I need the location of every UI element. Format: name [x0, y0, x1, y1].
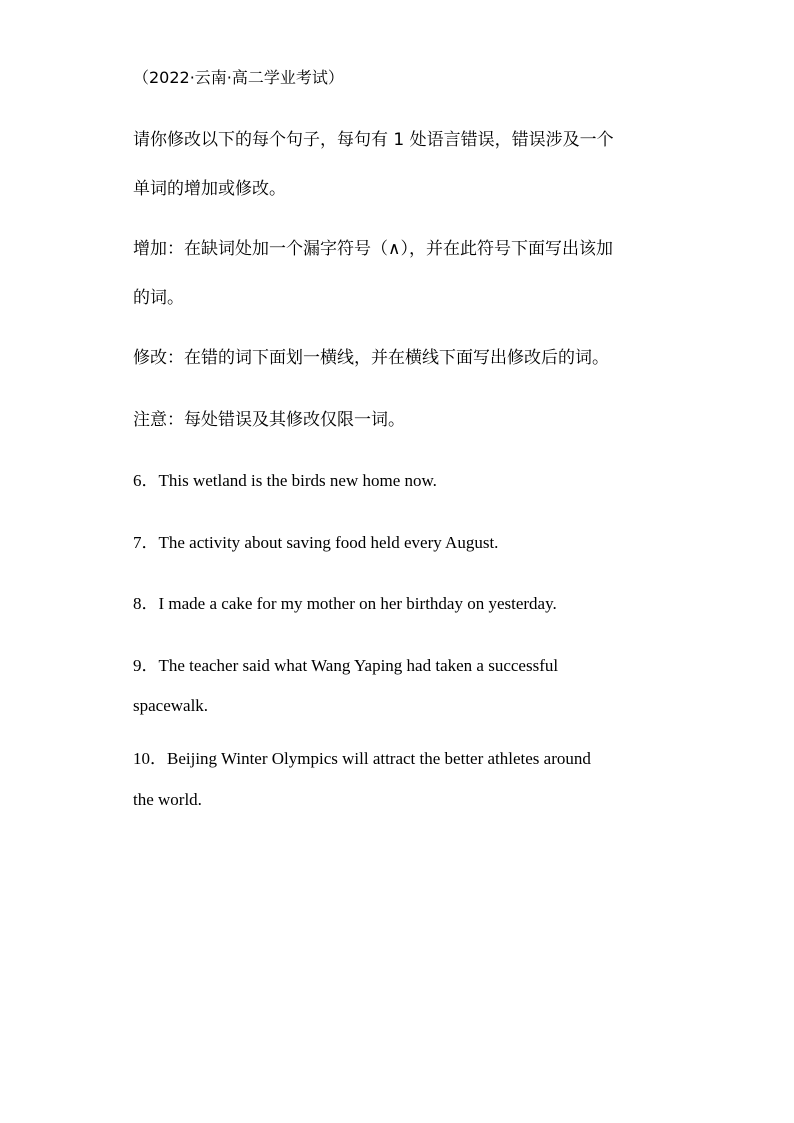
instruction-note: 注意：每处错误及其修改仅限一词。 [133, 410, 405, 430]
source-label: （2022·云南·高二学业考试） [133, 68, 344, 87]
instruction-line-2: 单词的增加或修改。 [133, 179, 286, 199]
question-10-line-1: 10．Beijing Winter Olympics will attract the better athletes around [133, 749, 591, 768]
question-9-line-1: 9．The teacher said what Wang Yaping had taken a successful [133, 656, 559, 675]
question-8: 8．I made a cake for my mother on her birthday on yesterday. [133, 594, 557, 613]
instruction-add-line-1: 增加：在缺词处加一个漏字符号（∧），并在此符号下面写出该加 [133, 239, 613, 259]
question-6: 6．This wetland is the birds new home now. [133, 471, 437, 490]
question-9-line-2: spacewalk. [133, 696, 209, 715]
question-7: 7．The activity about saving food held every August. [133, 533, 499, 552]
instruction-add-line-2: 的词。 [133, 288, 184, 308]
instruction-line-1: 请你修改以下的每个句子，每句有 1 处语言错误，错误涉及一个 [133, 130, 614, 150]
instruction-modify: 修改：在错的词下面划一横线，并在横线下面写出修改后的词。 [133, 348, 609, 368]
question-10-line-2: the world. [133, 790, 202, 809]
